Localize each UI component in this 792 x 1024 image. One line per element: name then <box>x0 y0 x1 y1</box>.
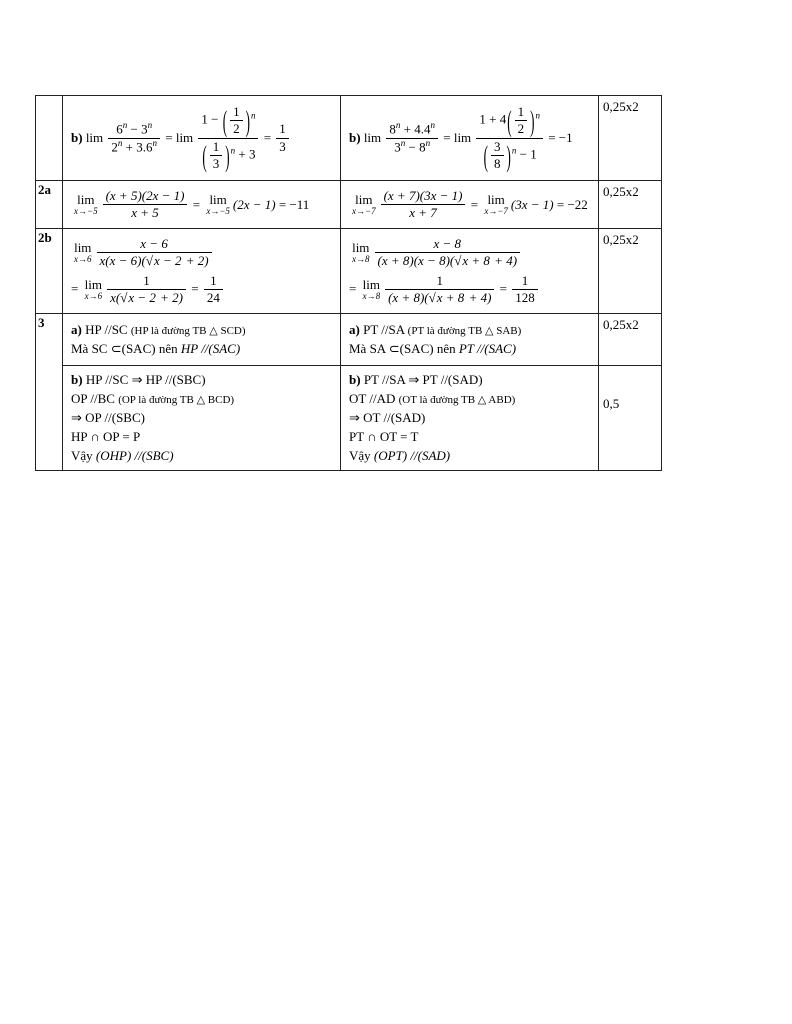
math-text: 24 <box>206 289 220 305</box>
limit-subscript: x→−7 <box>352 206 376 216</box>
math-text: (2x − 1) <box>232 196 276 212</box>
math-text: (x + 5)(2x − 1) <box>105 187 185 203</box>
math-text: lim <box>85 130 107 145</box>
limit-word: lim <box>487 192 505 207</box>
big-parenthesis: ) <box>530 103 535 138</box>
math-text: ⇒ OP //(SBC) <box>71 410 145 425</box>
fraction-numerator <box>107 273 186 290</box>
math-line <box>349 188 590 222</box>
math-text: = lim <box>440 130 475 145</box>
fraction-denominator <box>276 139 289 155</box>
solution-cell-left <box>63 181 341 229</box>
table-row <box>36 229 662 314</box>
math-line <box>71 341 332 357</box>
limit-word: lim <box>84 276 103 292</box>
table-row <box>36 314 662 366</box>
math-text: x(x − 6)( <box>99 253 146 269</box>
math-line <box>349 448 590 464</box>
fraction-numerator <box>386 121 438 139</box>
math-text: 1 <box>212 138 220 154</box>
math-radical <box>146 253 183 269</box>
math-text: OP //BC <box>71 391 119 406</box>
math-fraction <box>108 121 160 155</box>
math-superscript: n <box>425 137 431 148</box>
math-text: 128 <box>515 289 535 305</box>
math-text: x + 5 <box>131 205 159 220</box>
fraction-denominator <box>385 290 494 306</box>
math-fraction <box>103 188 188 222</box>
math-text: 3 <box>212 155 220 171</box>
math-text: = <box>189 196 204 212</box>
solution-cell-right <box>341 366 599 471</box>
math-text: lim <box>363 130 385 145</box>
fraction-denominator <box>198 139 258 173</box>
limit-subscript: x→6 <box>84 290 103 301</box>
row-label <box>36 96 63 181</box>
math-line <box>349 322 590 338</box>
math-fraction <box>375 236 521 270</box>
math-line <box>71 104 332 172</box>
math-superscript: n <box>230 144 236 155</box>
math-text: ⇒ OT //(SAD) <box>349 410 426 425</box>
limit-subscript: x→8 <box>362 290 381 301</box>
math-fraction <box>276 121 289 155</box>
math-text: 1 + 4 <box>479 111 507 127</box>
solution-cell-right <box>341 96 599 181</box>
math-line <box>349 341 590 357</box>
math-text: = −22 <box>553 196 588 212</box>
math-line <box>71 372 332 388</box>
math-text: − 1 <box>516 146 537 162</box>
math-text: PT ∩ OT = T <box>349 429 419 444</box>
math-text: (OT là đường TB △ ABD) <box>398 393 516 406</box>
math-text: 1 <box>517 104 525 119</box>
limit-word: lim <box>362 276 381 292</box>
points-cell: 0,5 <box>599 366 662 471</box>
fraction-denominator <box>97 253 212 269</box>
math-text: b) <box>71 130 86 145</box>
math-fraction <box>491 139 504 173</box>
math-text: PT //SA <box>363 322 408 337</box>
points-cell: 0,25x2 <box>599 96 662 181</box>
fraction-numerator <box>515 104 528 121</box>
math-text: x − 2 <box>128 289 156 305</box>
math-superscript: n <box>400 137 406 148</box>
fraction-numerator <box>381 188 466 205</box>
big-parenthesis: ) <box>245 103 250 138</box>
math-radical <box>429 290 466 306</box>
big-parenthesis: ( <box>202 138 207 173</box>
fraction-numerator <box>476 104 543 139</box>
math-text: 1 <box>210 272 217 288</box>
fraction-numerator <box>230 104 243 121</box>
math-text: 3 <box>394 138 401 154</box>
math-limit <box>352 241 370 264</box>
math-text: = <box>188 281 202 297</box>
radical-body <box>461 252 491 268</box>
fraction-numerator <box>97 236 212 253</box>
math-line <box>349 410 590 426</box>
math-limit <box>363 278 381 301</box>
math-fraction <box>230 104 243 138</box>
points-cell: 0,25x2 <box>599 229 662 314</box>
math-superscript: n <box>395 119 401 130</box>
fraction-denominator <box>491 156 504 172</box>
row-label: 3 <box>36 314 63 471</box>
fraction-denominator <box>204 290 223 306</box>
big-parenthesis: ( <box>507 103 512 138</box>
fraction-numerator <box>491 139 504 156</box>
fraction-numerator <box>512 273 538 290</box>
limit-subscript: x→−5 <box>206 206 230 216</box>
math-text: (OHP) //(SBC) <box>95 448 174 463</box>
math-fraction <box>476 104 543 172</box>
math-text: − 8 <box>405 138 426 154</box>
math-superscript: n <box>117 137 123 148</box>
math-text: + 3.6 <box>122 138 153 154</box>
big-parenthesis: ) <box>225 138 230 173</box>
table-row <box>36 96 662 181</box>
math-text: (OP là đường TB △ BCD) <box>118 393 235 406</box>
math-text: x( <box>110 289 121 305</box>
math-text: = −11 <box>275 196 310 212</box>
math-text: 1 <box>233 104 240 119</box>
fraction-numerator <box>375 236 521 253</box>
math-text: 1 <box>436 272 443 288</box>
limit-word: lim <box>352 240 370 256</box>
math-text: + 3 <box>235 146 256 162</box>
math-fraction <box>107 273 186 307</box>
fraction-denominator <box>386 139 438 156</box>
math-fraction <box>381 188 466 222</box>
math-text: Vậy <box>71 448 96 463</box>
math-limit <box>352 193 376 216</box>
big-parenthesis: ) <box>506 138 511 173</box>
math-text: HP //SC <box>85 322 131 337</box>
math-text: b) <box>349 130 364 145</box>
radical-body <box>127 289 157 305</box>
limit-word: lim <box>77 192 95 207</box>
fraction-denominator <box>230 121 243 137</box>
limit-word: lim <box>355 192 373 207</box>
table-row <box>36 366 662 471</box>
math-text: + 4) <box>465 289 492 305</box>
math-text: Vậy <box>349 448 374 463</box>
math-limit <box>85 278 103 301</box>
fraction-denominator <box>381 205 466 221</box>
math-superscript: n <box>250 110 256 121</box>
math-text: OT //AD <box>349 391 399 406</box>
solution-cell-left <box>63 366 341 471</box>
math-line <box>71 429 332 445</box>
math-text: = <box>260 130 275 145</box>
math-limit <box>74 241 92 264</box>
fraction-numerator <box>204 273 223 290</box>
math-text: + 2) <box>182 253 209 269</box>
math-text: 3 <box>494 138 501 154</box>
math-text: x − 8 <box>433 236 462 251</box>
math-text: 1 <box>143 272 150 288</box>
fraction-denominator <box>108 139 160 156</box>
limit-word: lim <box>74 240 92 256</box>
math-text: x − 6 <box>140 236 168 251</box>
math-text: x + 8 <box>436 289 465 305</box>
math-text: (HP là đường TB △ SCD) <box>130 324 246 337</box>
radical-body <box>153 252 183 268</box>
fraction-denominator <box>512 290 538 306</box>
fraction-numerator <box>108 121 160 139</box>
math-text: 1 − <box>201 111 222 127</box>
fraction-denominator <box>107 290 186 306</box>
fraction-numerator <box>276 121 289 138</box>
math-superscript: n <box>535 110 540 121</box>
math-text: (OPT) //(SAD) <box>373 448 451 463</box>
math-line <box>71 322 332 338</box>
radical-sign: √ <box>120 289 128 305</box>
math-text: = <box>467 196 482 212</box>
fraction-denominator <box>103 205 188 221</box>
math-fraction <box>512 273 538 307</box>
fraction-denominator <box>375 253 521 269</box>
math-line <box>349 372 590 388</box>
math-text: a) <box>349 322 364 337</box>
math-text: − 3 <box>127 121 148 137</box>
fraction-numerator <box>385 273 494 290</box>
math-limit <box>206 193 230 216</box>
math-text: Mà SA ⊂(SAC) nên <box>349 341 459 356</box>
fraction-numerator <box>198 104 258 139</box>
math-line <box>349 429 590 445</box>
math-text: (PT là đường TB △ SAB) <box>407 324 522 337</box>
radical-sign: √ <box>428 289 436 305</box>
fraction-denominator <box>515 121 528 137</box>
math-text: x − 2 <box>153 253 182 269</box>
math-line <box>71 188 332 222</box>
math-radical <box>120 290 157 306</box>
solution-cell-left <box>63 96 341 181</box>
math-text: (x + 8)( <box>388 289 429 305</box>
math-fraction <box>210 139 223 173</box>
math-text: 1 <box>279 121 286 137</box>
radical-sign: √ <box>454 253 462 269</box>
math-text: (x + 7)(3x − 1) <box>383 187 463 203</box>
math-fraction <box>198 104 258 172</box>
solution-cell-right <box>341 314 599 366</box>
math-text: + 4.4 <box>400 121 431 137</box>
math-superscript: n <box>511 144 517 155</box>
points-cell: 0,25x2 <box>599 181 662 229</box>
math-text: + 4) <box>490 253 518 269</box>
math-line <box>349 236 590 270</box>
math-text: x + 8 <box>462 253 490 269</box>
math-text: HP ∩ OP = P <box>71 429 141 444</box>
math-line <box>71 410 332 426</box>
math-superscript: n <box>430 119 435 130</box>
math-text: PT //(SAC) <box>458 341 517 356</box>
math-superscript: n <box>122 119 128 130</box>
math-text: (x + 8)(x − 8)( <box>377 253 455 269</box>
math-text: = <box>496 281 511 297</box>
answer-table <box>35 95 662 471</box>
solution-cell-left <box>63 229 341 314</box>
math-radical <box>454 253 491 269</box>
limit-subscript: x→−5 <box>74 206 98 216</box>
math-line <box>71 236 332 270</box>
math-text: 2 <box>233 121 240 137</box>
math-text: a) <box>71 322 86 337</box>
points-cell: 0,25x2 <box>599 314 662 366</box>
math-fraction <box>204 273 223 307</box>
solution-cell-left <box>63 314 341 366</box>
math-text: 2 <box>111 138 118 154</box>
math-superscript: n <box>152 137 157 148</box>
math-text: (3x − 1) <box>510 196 554 212</box>
math-text: + 2) <box>156 289 183 305</box>
math-text: 6 <box>116 121 123 137</box>
math-text: HP //(SAC) <box>180 341 241 356</box>
math-text: = <box>349 281 360 297</box>
big-parenthesis: ( <box>222 103 228 138</box>
limit-subscript: x→−7 <box>484 206 508 216</box>
math-text: = <box>71 281 82 297</box>
radical-body <box>436 289 466 305</box>
math-text: HP //SC ⇒ HP //(SBC) <box>85 372 206 387</box>
solution-cell-right <box>341 181 599 229</box>
math-text: 8 <box>389 121 396 137</box>
fraction-denominator <box>476 139 543 173</box>
fraction-numerator <box>210 139 223 156</box>
math-fraction <box>385 273 494 307</box>
math-fraction <box>515 104 528 138</box>
math-fraction <box>386 121 438 155</box>
limit-subscript: x→8 <box>352 254 370 265</box>
math-text: 2 <box>517 121 525 137</box>
limit-word: lim <box>209 192 227 207</box>
row-label: 2b <box>36 229 63 314</box>
math-line <box>349 273 590 307</box>
fraction-denominator <box>210 156 223 172</box>
math-line <box>349 104 590 172</box>
math-line <box>71 273 332 307</box>
math-text: = lim <box>162 130 197 145</box>
math-text: PT //SA ⇒ PT //(SAD) <box>363 372 483 387</box>
math-line <box>71 448 332 464</box>
radical-sign: √ <box>145 253 153 269</box>
math-fraction <box>97 236 212 270</box>
math-superscript: n <box>147 119 153 130</box>
table-row <box>36 181 662 229</box>
math-text: b) <box>349 372 364 387</box>
math-text: 1 <box>521 272 529 288</box>
math-limit <box>484 193 508 216</box>
math-limit <box>74 193 98 216</box>
math-text: 8 <box>494 155 501 171</box>
row-label: 2a <box>36 181 63 229</box>
limit-subscript: x→6 <box>74 254 92 265</box>
math-line <box>71 391 332 407</box>
math-line <box>349 391 590 407</box>
math-text: Mà SC ⊂(SAC) nên <box>71 341 181 356</box>
big-parenthesis: ( <box>483 138 489 173</box>
math-text: b) <box>71 372 86 387</box>
math-text: x + 7 <box>409 205 437 220</box>
solution-cell-right <box>341 229 599 314</box>
math-text: 3 <box>279 138 286 154</box>
fraction-numerator <box>103 188 188 205</box>
math-text: = −1 <box>544 130 573 145</box>
